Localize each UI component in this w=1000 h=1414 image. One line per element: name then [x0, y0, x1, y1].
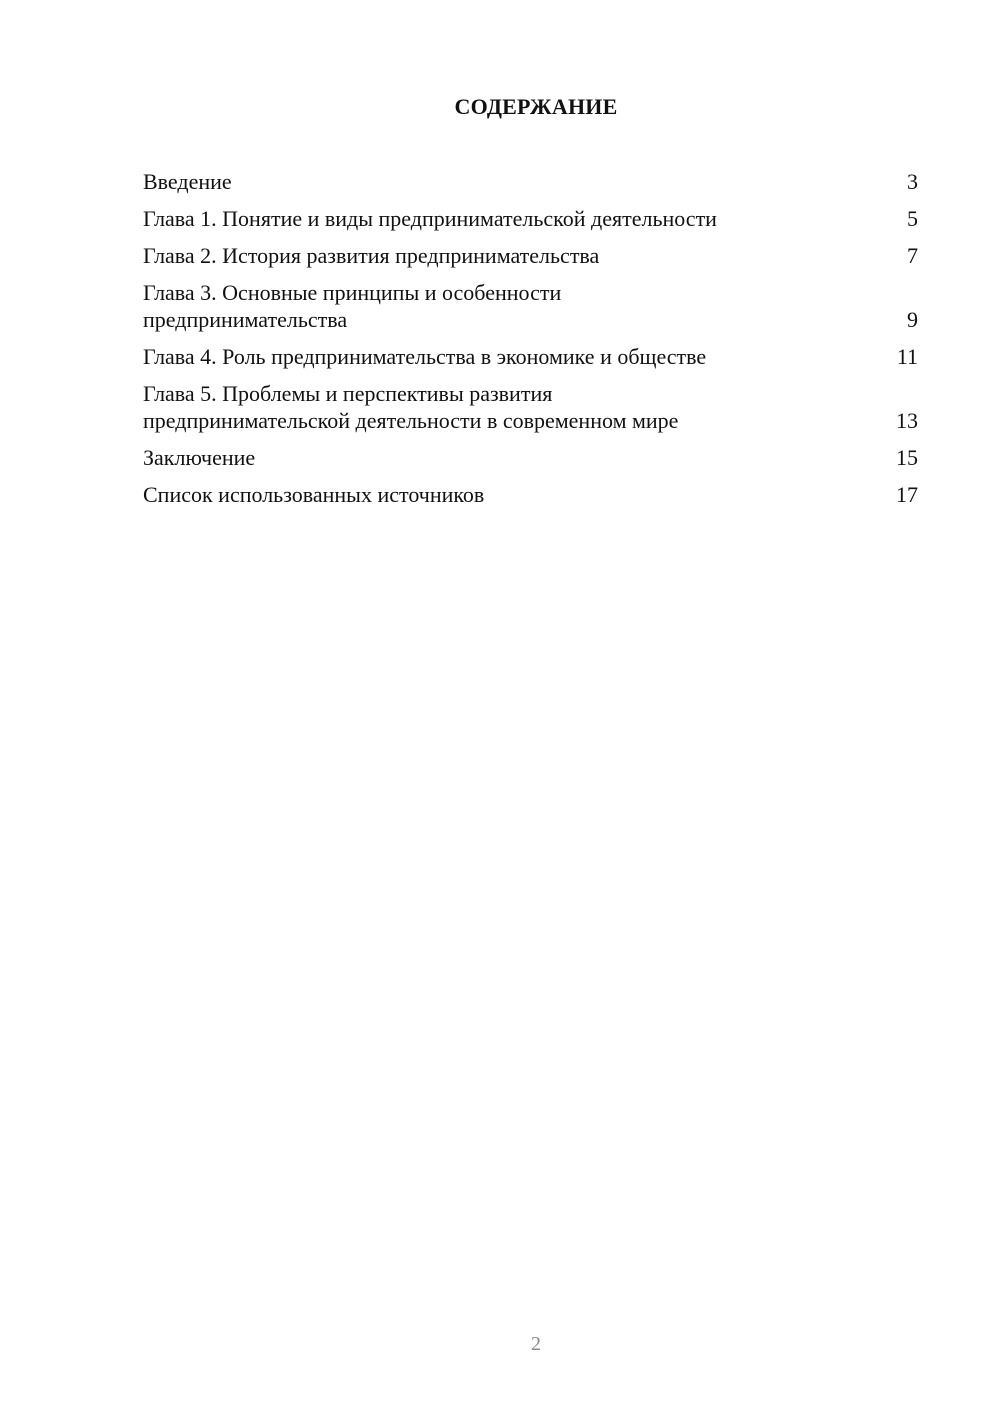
toc-entry-label	[143, 279, 888, 333]
toc-entry-label: Заключение	[143, 445, 256, 470]
toc-entry-label: Глава 4. Роль предпринимательства в экономике и обществе	[143, 344, 707, 369]
toc-entry-label: Список использованных источников	[143, 482, 485, 507]
toc-entry-label: Глава 2. История развития предпринимательства	[143, 243, 600, 268]
toc-entry-conclusion	[143, 444, 918, 471]
toc-entry-page: 3	[907, 169, 918, 194]
toc-entry-page: 5	[907, 206, 918, 231]
toc-entry-chapter-2	[143, 242, 918, 269]
toc-entry-label-line: Глава 3. Основные принципы и особенности	[143, 280, 562, 305]
toc-entry-page: 17	[896, 482, 918, 507]
table-of-contents	[143, 168, 918, 518]
toc-entry-label: Введение	[143, 169, 232, 194]
toc-entry-label	[143, 380, 888, 434]
toc-entry-chapter-3	[143, 279, 918, 333]
page-title: СОДЕРЖАНИЕ	[454, 94, 618, 119]
page-number: 2	[531, 1333, 541, 1355]
toc-entry-label: Глава 1. Понятие и виды предпринимательской деятельности	[143, 206, 717, 231]
toc-entry-chapter-1	[143, 205, 918, 232]
toc-entry-introduction	[143, 168, 918, 195]
toc-entry-references	[143, 481, 918, 508]
toc-entry-chapter-5	[143, 380, 918, 434]
toc-entry-page: 9	[907, 307, 918, 332]
toc-entry-label-line: предпринимательства	[143, 307, 348, 332]
toc-entry-label-line: Глава 5. Проблемы и перспективы развития	[143, 381, 553, 406]
toc-entry-page: 7	[907, 243, 918, 268]
toc-entry-chapter-4	[143, 343, 918, 370]
toc-entry-page: 15	[896, 445, 918, 470]
toc-entry-page: 13	[896, 408, 918, 433]
toc-entry-page: 11	[896, 344, 918, 369]
toc-entry-label-line: предпринимательской деятельности в современном мире	[143, 408, 679, 433]
